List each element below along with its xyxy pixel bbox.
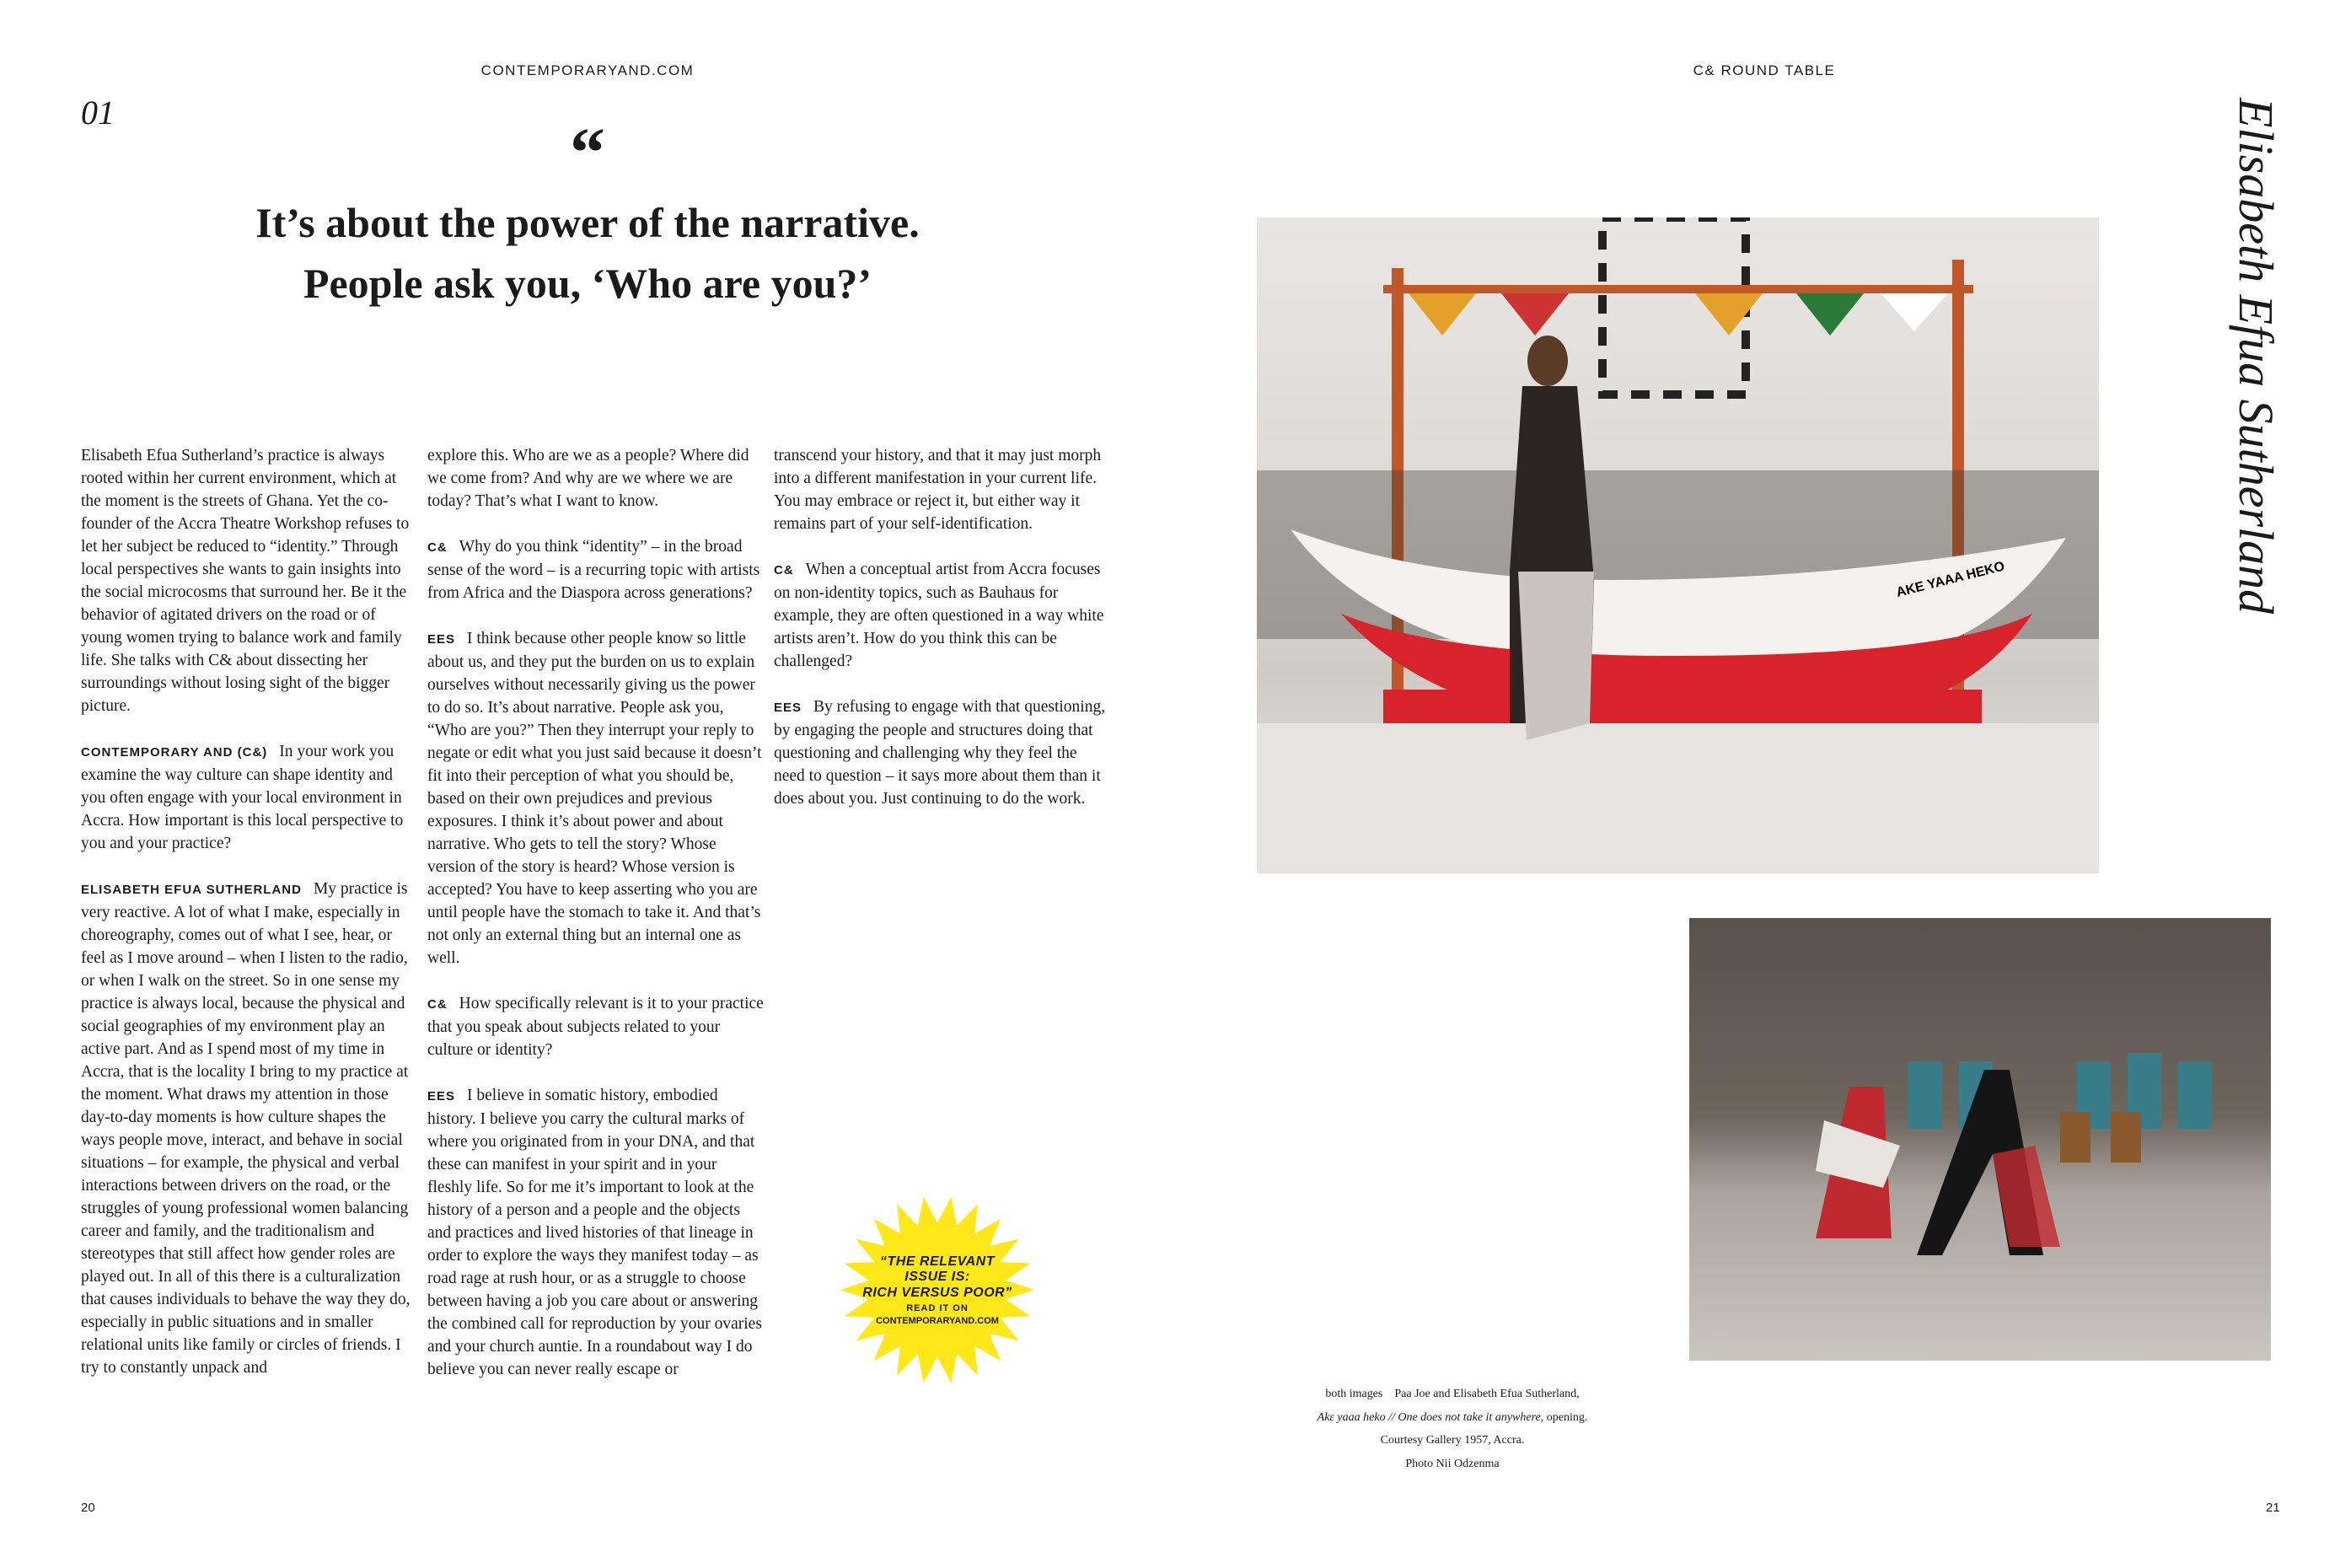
promo-quote-line: RICH VERSUS POOR” [862,1285,1012,1300]
boat-label: AKE YAAA HEKO [1894,559,2006,600]
promo-cta: READ IT ON [906,1303,969,1314]
paragraph-text: Elisabeth Efua Sutherland’s practice is always rooted within her current environment, which at the moment is the streets of Ghana. Yet the co-founder of the Accra Theatre Workshop refuses to let her subject be reduced to “identity.” Through local perspectives she wants to gain insights into the social microcosms that surround her. Be it the behavior of agitated drivers on the road or of young women trying to balance work and family life. She talks with C& about dissecting her surroundings without losing sight of the bigger picture. [81,447,410,715]
promo-url[interactable]: CONTEMPORARYAND.COM [876,1315,999,1326]
running-header-left: CONTEMPORARYAND.COM [480,62,695,78]
speaker-label: EES [774,701,802,715]
paragraph-text: When a conceptual artist from Accra focuses on non-identity topics, such as Bauhaus for example, they are often questioned in a way white artists aren’t. How do you think this can be challenged? [774,561,1104,670]
page-number-right: 21 [2266,1501,2280,1515]
paragraph [427,992,765,1061]
photo-boat-performance [1257,217,2099,873]
paragraph [774,695,1111,810]
speaker-label: EES [427,632,456,647]
dancers-image [1689,918,2271,1361]
paragraph-text: explore this. Who are we as a people? Where did we come from? And why are we where we are today? That’s what I want to know. [427,447,749,510]
promo-badge[interactable] [836,1254,1039,1326]
paragraph-text: By refusing to engage with that questioning, by engaging the people and structures doing that questioning and challenging why they feel the need to question – it says more about them than it does about you. Just continuing to do the work. [774,698,1106,808]
paragraph-text: How specifically relevant is it to your practice that you speak about subjects related to your culture or identity? [427,995,764,1059]
paragraph-text: transcend your history, and that it may just morph into a different manifestation in your current life. You may embrace or reject it, but either way it remains part of your self-identification. [774,447,1102,533]
quote-mark-icon: “ [570,114,605,192]
speaker-label: ELISABETH EFUA SUTHERLAND [81,883,302,897]
page-number-left: 20 [81,1501,95,1515]
paragraph [81,878,418,1379]
speaker-label: EES [427,1089,456,1104]
text-column-3 [774,444,1111,833]
speaker-label: C& [427,997,448,1012]
headline-line: It’s about the power of the narrative. [255,199,920,246]
text-column-2 [427,444,765,1404]
photo-dance-performance [1689,918,2271,1361]
photo-caption [1284,1383,1621,1475]
paragraph-text: I think because other people know so little about us, and they put the burden on us to explain ourselves without necessarily giving us the power to do so. It’s about narrative. People ask you, “Who are you?” Then they interrupt your reply to negate or edit what you just said because it doesn’t fit into their perception of what you should be, based on their own prejudices and previous exposures. I think it’s about power and about narrative. Who gets to tell the story? Whose version of the story is heard? Whose version is accepted? You have to keep asserting who you are until people have the stomach to take it. And that’s not only an external thing but an internal one as well. [427,630,762,967]
section-number: 01 [81,94,115,132]
paragraph-text: Why do you think “identity” – in the broad sense of the word – is a recurring topic with artists from Africa and the Diaspora across generations? [427,538,760,602]
headline-line: People ask you, ‘Who are you?’ [303,260,872,307]
boat-sculpture-image [1257,217,2099,873]
running-header-right: C& ROUND TABLE [1693,62,1836,78]
speaker-label: CONTEMPORARY AND (C&) [81,745,268,760]
speaker-label: C& [427,540,448,555]
text-column-1 [81,444,418,1402]
vertical-article-title: Elisabeth Efua Sutherland [2229,98,2284,615]
pull-quote-headline [82,192,1093,314]
promo-quote-line: “THE RELEVANT [880,1254,995,1269]
paragraph-text: I believe in somatic history, embodied history. I believe you carry the cultural marks of where you originated from in your DNA, and that these can manifest in your spirit and in your fleshly life. So for me it’s important to look at the history of a person and a people and the objects and practices and lived histories of that lineage in order to explore the ways they manifest today – as road rage at rush hour, or as a struggle to choose between having a job you care about or answering the combined call for reproduction by your ovaries and your church auntie. In a roundabout way I do believe you can never really escape or [427,1087,762,1378]
paragraph-text: My practice is very reactive. A lot of what I make, especially in choreography, comes out of what I see, hear, or feel as I move around – when I listen to the radio, or when I walk on the street. So in one sense my practice is always local, because the physical and social geographies of my environment play an active part. And as I spend most of my time in Accra, that is the locality I bring to my practice at the moment. What draws my attention in those day-to-day moments is how culture shapes the ways people move, interact, and behave in social situations – for example, the physical and verbal interactions between drivers on the road, or the struggles of young professional women balancing career and family, and the traditionalism and stereotypes that still affect how gender roles are played out. In all of this there is a culturalization that causes individuals to behave the way they do, especially in public situations and in smaller relational units like family or circles of friends. I try to constantly unpack and [81,880,411,1377]
promo-quote-line: ISSUE IS: [904,1270,970,1285]
paragraph [427,444,765,513]
paragraph-text: In your work you examine the way culture can shape identity and you often engage with your local environment in Accra. How important is this local perspective to you and your practice? [81,743,404,852]
caption-credit: Paa Joe and Elisabeth Efua Sutherland, [1394,1388,1580,1400]
caption-title: Akɛ yaaa heko // One does not take it anywhere [1317,1410,1541,1424]
paragraph [81,444,418,717]
paragraph [427,535,765,604]
paragraph [427,627,765,969]
caption-label: both images [1325,1388,1383,1400]
paragraph [81,740,418,855]
caption-courtesy: Courtesy Gallery 1957, Accra. [1380,1434,1525,1447]
caption-suffix: , opening. [1540,1410,1588,1424]
paragraph [774,444,1111,535]
paragraph [774,558,1111,673]
speaker-label: C& [774,563,794,577]
caption-photographer: Photo Nii Odzenma [1405,1457,1500,1470]
paragraph [427,1084,765,1381]
